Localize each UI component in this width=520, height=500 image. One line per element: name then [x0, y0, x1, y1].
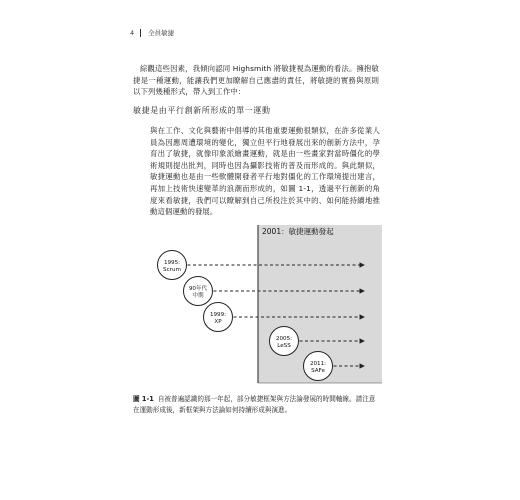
timeline-node-name: 中期: [192, 293, 204, 299]
body-paragraph-2: 與在工作、文化與藝術中倡導的其他重要運動很類似，在許多從業人員為因應周遭環境的變化，獨立但平行地發展出來的創新方法中，孕育出了敏捷，就像印象派繪畫運動，就是由一些畫家對當時僵化的學術規則提出批判，同時也因為攝影技術的普及而形成的。與此類似，敏捷運動也是由一些軟體開發者平行地對僵化的工作環境提出建言，再加上技術快速變革的浪潮而形成的，如圖 1-1，透過平行創新的角度來看敏捷，我們可以瞭解到自己所投注於其中的、如何能持續地推動這個運動的發展。: [150, 126, 380, 217]
timeline-node-name: XP: [214, 319, 222, 325]
figure-caption-text: 自被普遍認識的那一年起，部分敏捷框架與方法論發展的時間軸線。請注意在運動形成後，新框架與方法論如何持續形成與演進。: [133, 395, 376, 414]
chapter-title: 全員敏捷: [148, 29, 175, 37]
page-number: 4: [130, 28, 135, 37]
timeline-node-year: 2005:: [275, 336, 293, 342]
timeline-node-name: LeSS: [277, 343, 291, 349]
movement-banner: 2001：敏捷運動發起: [262, 227, 334, 236]
figure-label: 圖 1-1: [133, 395, 154, 403]
figure-caption: [133, 394, 381, 416]
timeline-node-year: 90年代: [188, 286, 208, 292]
timeline-node-name: Scrum: [163, 267, 181, 273]
section-heading: 敏捷是由平行創新所形成的單一運動: [133, 106, 271, 115]
timeline-node-name: SAFe: [311, 368, 325, 374]
body-paragraph-1: 綜觀這些因素，我傾向認同 Highsmith 將敏捷視為運動的看法。擁抱敏捷是一種運動，能讓我們更加瞭解自己應盡的責任，將敏捷的實務與原則以下列幾種形式，帶入到工作中：: [133, 64, 379, 97]
timeline-node-year: 2011:: [309, 361, 327, 367]
timeline-node-year: 1999:: [209, 312, 227, 318]
timeline-node-year: 1995:: [163, 260, 181, 266]
